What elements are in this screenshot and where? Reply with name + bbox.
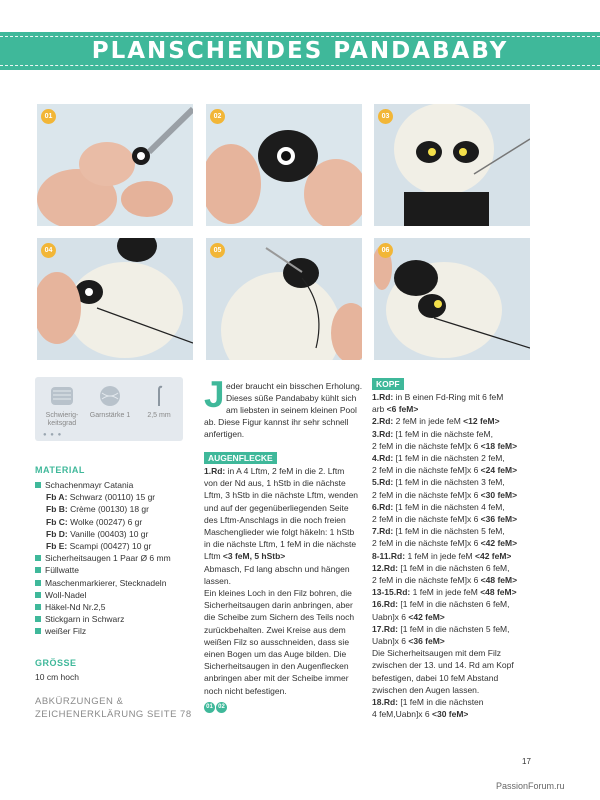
instruction-line: 2 feM in die nächste feM]x 6 <30 feM> (372, 489, 518, 500)
material-text: Wolke (00247) 6 gr (67, 516, 143, 527)
hook-size-label: 2,5 mm (147, 412, 171, 419)
instruction-line: zurückbehalten. Zwei Kreise aus dem (204, 624, 346, 635)
intro-line-1: eder braucht ein bisschen Erholung. (226, 381, 363, 391)
material-text: Füllwatte (45, 565, 80, 576)
step-ref-badge: 01 (204, 702, 215, 713)
instruction-line: Sicherheitsaugen in den Augenflecken (204, 661, 349, 672)
instruction-line: einen Bogen um das Auge bilden. Die (204, 649, 347, 660)
instruction-line: 17.Rd: [1 feM in die nächsten 5 feM, (372, 623, 510, 634)
abbrev-heading-2: ZEICHENERKLÄRUNG SEITE 78 (35, 709, 192, 720)
step-badge: 01 (41, 109, 56, 124)
photo-eye-placement (37, 238, 193, 360)
yarn-skein-icon (49, 385, 75, 407)
photo-ear-attaching (206, 238, 362, 360)
instruction-line: befestigen, dabei 10 feM Abstand (372, 672, 499, 683)
crochet-hook-icon (154, 385, 164, 407)
step-photo-05 (206, 238, 362, 360)
difficulty-label-2: keitsgrad (47, 420, 77, 427)
material-item (35, 503, 185, 515)
source-watermark: PassionForum.ru (496, 781, 565, 791)
instruction-line: weißen Filz so ausschneiden, dass sie (204, 636, 350, 647)
material-item (35, 516, 185, 528)
photo-eye-tool (37, 104, 193, 226)
abbrev-heading-1: ABKÜRZUNGEN & (35, 696, 124, 707)
material-item (35, 577, 185, 589)
instruction-line: 8-11.Rd: 1 feM in jede feM <42 feM> (372, 550, 512, 561)
instruction-line: noch nicht befestigen. (204, 685, 287, 696)
material-text: Maschenmarkierer, Stecknadeln (45, 577, 167, 588)
material-text: Vanille (00403) 10 gr (67, 528, 149, 539)
bullet-square-icon (35, 604, 41, 610)
material-item (35, 491, 185, 503)
material-item (35, 479, 185, 491)
photo-head-finished (374, 238, 530, 360)
hook-size-info (139, 385, 179, 420)
photo-head-sewing (374, 104, 530, 226)
material-item (35, 564, 185, 576)
step-ref-badge: 02 (216, 702, 227, 713)
difficulty-info-box (35, 377, 183, 441)
material-text: Stickgarn in Schwarz (45, 614, 125, 625)
kopf-heading: KOPF (372, 378, 404, 390)
material-text: Crème (00130) 18 gr (67, 504, 149, 515)
material-text: Häkel-Nd Nr.2,5 (45, 602, 106, 613)
size-value: 10 cm hoch (35, 672, 79, 682)
instruction-line: 1.Rd: in A 4 Lftm, 2 feM in die 2. Lftm (204, 466, 345, 476)
material-list (35, 479, 185, 638)
material-color-code: Fb C: (46, 516, 68, 527)
instruction-line: 2.Rd: 2 feM in jede feM <12 feM> (372, 416, 500, 427)
intro-line-3: am liebsten in seinem kleinen Pool (226, 405, 357, 415)
instruction-line: 4 feM,Uabn]x 6 <30 feM> (372, 709, 469, 720)
material-color-code: Fb D: (46, 528, 68, 539)
intro-line-5: anfertigen. (204, 429, 245, 439)
material-text: Schachenmayr Catania (45, 480, 134, 490)
instruction-line: von der Nd aus, 1 hStb in die nächste (204, 478, 346, 489)
material-color-code: Fb B: (46, 504, 68, 515)
instruction-line: Uabn]x 6 <42 feM> (372, 611, 445, 622)
step-badge: 06 (378, 243, 393, 258)
step-badge: 04 (41, 243, 56, 258)
material-text: weißer Filz (45, 626, 87, 637)
step-badge: 05 (210, 243, 225, 258)
page-number: 17 (522, 757, 531, 766)
bullet-square-icon (35, 567, 41, 573)
instruction-line: Lftm <3 feM, 5 hStb> (204, 551, 286, 562)
material-item (35, 625, 185, 637)
yarn-ball-icon (99, 385, 121, 407)
instruction-line: 7.Rd: [1 feM in die nächsten 5 feM, (372, 526, 505, 537)
difficulty-dots: ● ● ● (43, 432, 63, 438)
instruction-line: des Lftm-Anschlags in die noch freien (204, 514, 346, 525)
instruction-line: 2 feM in die nächste feM]x 6 <48 feM> (372, 575, 518, 586)
instruction-line: die Scheibe zum Sichern des Teils noch (204, 612, 355, 623)
instruction-line: lassen. (204, 575, 231, 586)
instruction-line: Abmasch, Fd lang abschn und hängen (204, 563, 350, 574)
bullet-square-icon (35, 555, 41, 561)
instruction-line: zwischen der 13. und 14. Rd am Kopf (372, 660, 514, 671)
material-item (35, 528, 185, 540)
instruction-line: Lftm, 3 hStb in die nächste Lftm, wenden (204, 490, 359, 501)
photo-eye-patch (206, 104, 362, 226)
material-text: Sicherheitsaugen 1 Paar Ø 6 mm (45, 553, 171, 564)
title-banner (0, 32, 600, 70)
instruction-line: 13-15.Rd: 1 feM in jede feM <48 feM> (372, 587, 517, 598)
instruction-line: 5.Rd: [1 feM in die nächsten 3 feM, (372, 477, 505, 488)
step-photo-06 (374, 238, 530, 360)
material-item (35, 613, 185, 625)
bullet-square-icon (35, 482, 41, 488)
bullet-square-icon (35, 628, 41, 634)
material-item (35, 552, 185, 564)
step-badge: 03 (378, 109, 393, 124)
step-references (204, 699, 364, 713)
instruction-line: Maschenglieder wie folgt häkeln: 1 hStb (204, 527, 355, 538)
instruction-line: Uabn]x 6 <36 feM> (372, 636, 445, 647)
step-photo-03 (374, 104, 530, 226)
bullet-square-icon (35, 616, 41, 622)
instruction-line: Sicherheitsaugen darin anbringen, aber (204, 600, 353, 611)
step-photo-02 (206, 104, 362, 226)
augenflecke-instructions (204, 465, 364, 713)
yarn-weight-info (83, 385, 137, 420)
instruction-line: in die nächste Lftm, 1 feM in die nächste (204, 539, 357, 550)
kopf-instructions (372, 391, 542, 720)
instruction-line: und auf der gegenüberliegenden Seite (204, 502, 349, 513)
step-photo-04 (37, 238, 193, 360)
instruction-line: 18.Rd: [1 feM in die nächsten (372, 697, 484, 708)
material-heading: MATERIAL (35, 465, 85, 475)
intro-dropcap: J (204, 374, 225, 415)
instruction-line: anbringen aber mit der Scheibe immer (204, 673, 349, 684)
instruction-line: 1.Rd: in B einen Fd-Ring mit 6 feM (372, 392, 504, 402)
material-color-code: Fb E: (46, 541, 68, 552)
material-text: Woll-Nadel (45, 589, 87, 600)
instruction-line: 4.Rd: [1 feM in die nächsten 2 feM, (372, 453, 505, 464)
material-text: Scampi (00427) 10 gr (67, 541, 152, 552)
size-heading: GRÖSSE (35, 658, 77, 668)
instruction-line: 3.Rd: [1 feM in die nächste feM, (372, 428, 493, 439)
instruction-line: 2 feM in die nächste feM]x 6 <42 feM> (372, 538, 518, 549)
material-item (35, 540, 185, 552)
intro-line-4: ab. Diese Figur kannst ihr sehr schnell (204, 417, 349, 427)
difficulty-label-1: Schwierig- (45, 412, 79, 419)
material-item (35, 589, 185, 601)
instruction-line: Die Sicherheitsaugen mit dem Filz (372, 648, 501, 659)
bullet-square-icon (35, 580, 41, 586)
page-title: PLANSCHENDES PANDABABY (91, 38, 509, 64)
yarn-weight-label: Garnstärke 1 (89, 412, 131, 419)
step-photo-01 (37, 104, 193, 226)
intro-line-2: Dieses süße Pandababy kühlt sich (226, 393, 357, 403)
instruction-line: 16.Rd: [1 feM in die nächsten 6 feM, (372, 599, 510, 610)
material-text: Schwarz (00110) 15 gr (67, 492, 156, 503)
bullet-square-icon (35, 592, 41, 598)
material-item (35, 601, 185, 613)
instruction-line: Ein kleines Loch in den Filz bohren, die (204, 588, 352, 599)
instruction-line: zwischen den Augen lassen. (372, 684, 480, 695)
augenflecke-heading: AUGENFLECKE (204, 452, 277, 464)
step-badge: 02 (210, 109, 225, 124)
instruction-line: arb <6 feM> (372, 404, 419, 415)
difficulty-info (43, 385, 81, 428)
instruction-line: 2 feM in die nächste feM]x 6 <18 feM> (372, 440, 518, 451)
instruction-line: 12.Rd: [1 feM in die nächsten 6 feM, (372, 562, 510, 573)
instruction-line: 2 feM in die nächste feM]x 6 <36 feM> (372, 514, 518, 525)
instruction-line: 6.Rd: [1 feM in die nächsten 4 feM, (372, 501, 505, 512)
instruction-line: 2 feM in die nächste feM]x 6 <24 feM> (372, 465, 518, 476)
material-color-code: Fb A: (46, 492, 68, 503)
